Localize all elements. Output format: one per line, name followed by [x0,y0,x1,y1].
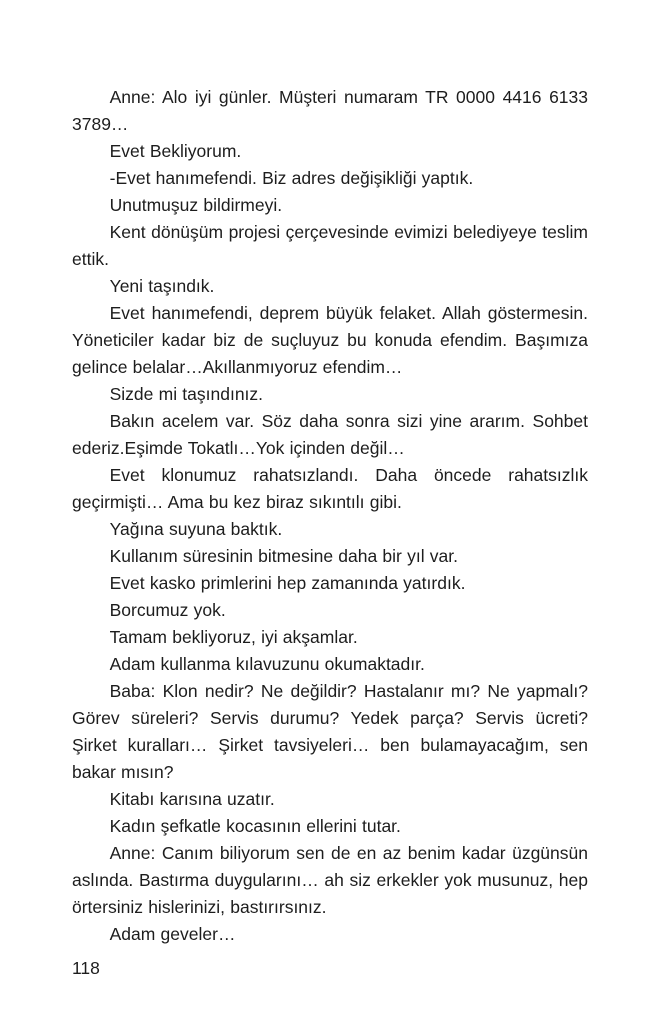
paragraph: Unutmuşuz bildirmeyi. [109,195,283,215]
page-number: 118 [72,958,100,978]
paragraph: Evet Bekliyorum. [109,141,242,161]
paragraph: Anne: Canım biliyorum sen de en az benim kadar üzgünsün aslında. Bastırma duygularını… ah siz erkekler yok musunuz, hep örtersiniz hislerinizi, bastırırsınız. [72,843,588,917]
paragraph: Sizde mi taşındınız. [109,384,264,404]
paragraph: Kent dönüşüm projesi çerçevesinde evimizi belediyeye teslim ettik. [72,222,588,269]
paragraph: Yeni taşındık. [109,276,215,296]
paragraph: Kitabı karısına uzatır. [109,789,275,809]
paragraph: Adam kullanma kılavuzunu okumaktadır. [109,654,425,674]
page-body-text [72,84,588,948]
paragraph: Adam geveler… [109,924,236,944]
paragraph: Yağına suyuna baktık. [109,519,283,539]
paragraph: Evet hanımefendi, deprem büyük felaket. Allah göstermesin. Yöneticiler kadar biz de suçluyuz bu konuda efendim. Başımıza gelince belalar…Akıllanmıyoruz efendim… [72,303,588,377]
paragraph: Baba: Klon nedir? Ne değildir? Hastalanır mı? Ne yapmalı? Görev süreleri? Servis durumu? Yedek parça? Servis ücreti? Şirket kuralları… Şirket tavsiyeleri… ben bulamayacağım, sen bakar mısın? [72,681,588,782]
paragraph: Evet kasko primlerini hep zamanında yatırdık. [109,573,466,593]
paragraph: Tamam bekliyoruz, iyi akşamlar. [109,627,358,647]
paragraph: Anne: Alo iyi günler. Müşteri numaram TR 0000 4416 6133 3789… [72,87,588,134]
paragraph: Evet klonumuz rahatsızlandı. Daha öncede rahatsızlık geçirmişti… Ama bu kez biraz sıkıntılı gibi. [72,465,588,512]
paragraph: Borcumuz yok. [109,600,226,620]
paragraph: Bakın acelem var. Söz daha sonra sizi yine ararım. Sohbet ederiz.Eşimde Tokatlı…Yok içinden değil… [72,411,588,458]
paragraph: -Evet hanımefendi. Biz adres değişikliği yaptık. [109,168,474,188]
paragraph: Kullanım süresinin bitmesine daha bir yıl var. [109,546,458,566]
paragraph: Kadın şefkatle kocasının ellerini tutar. [109,816,401,836]
